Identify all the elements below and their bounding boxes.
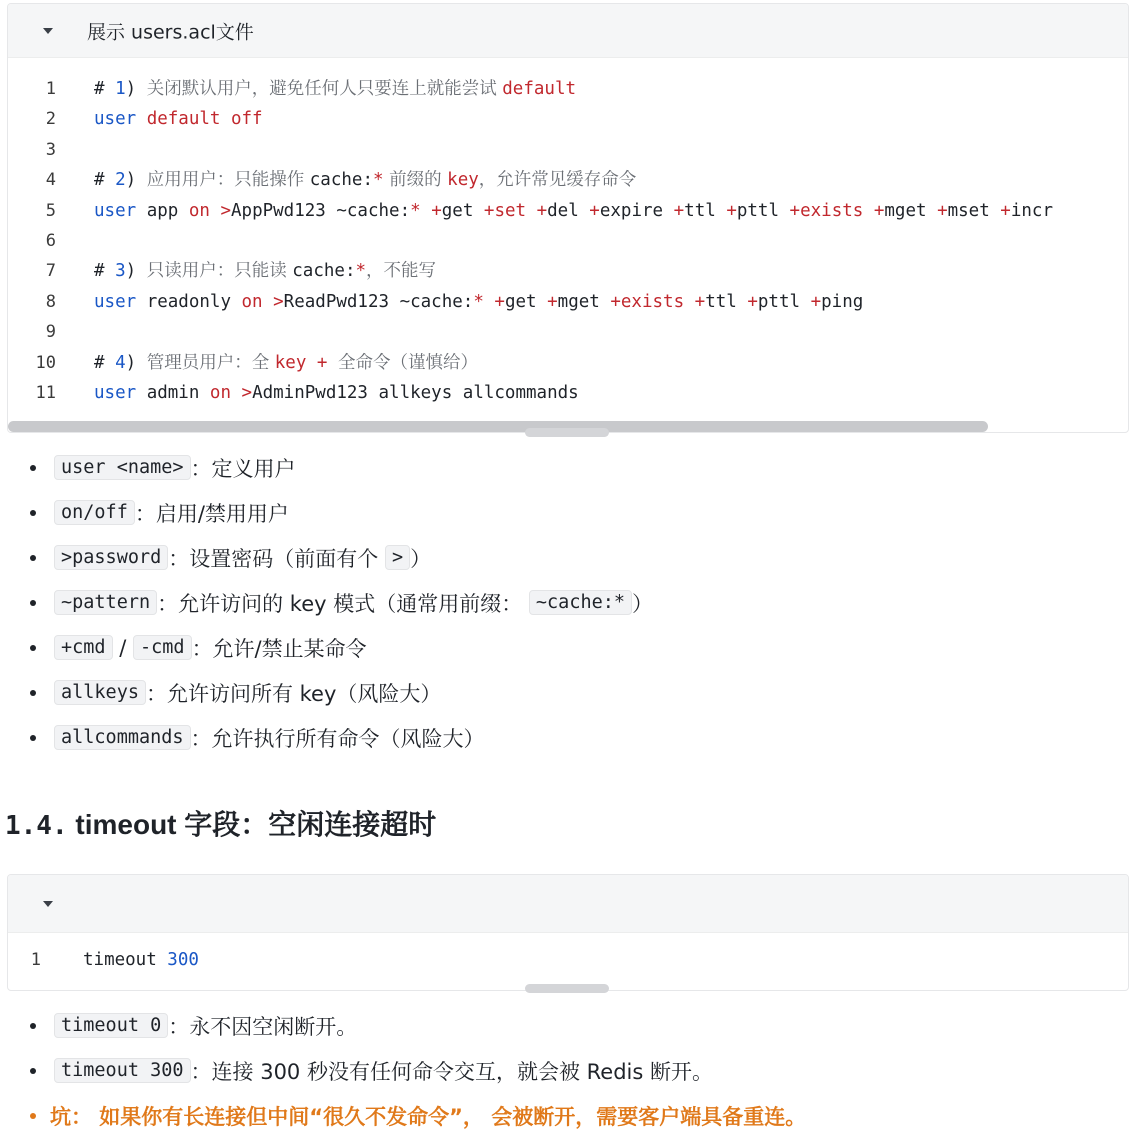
code-token: +: [747, 291, 758, 312]
code-token: *: [410, 200, 421, 221]
warning-item: [0, 1093, 1134, 1138]
list-item: [0, 625, 1134, 670]
code-token: AppPwd123 ~cache:: [231, 200, 411, 221]
code-token: ，允许常见缓存命令: [478, 170, 637, 191]
code-token: AdminPwd123 allkeys allcommands: [252, 382, 579, 403]
line-number: 2: [45, 109, 56, 130]
code-token: +: [726, 200, 737, 221]
line-content: [94, 196, 1053, 226]
code-token: >: [273, 291, 284, 312]
line-number: 7: [45, 261, 56, 282]
inline-code: ~pattern: [54, 590, 157, 615]
code-token: 4: [115, 352, 126, 373]
resize-handle[interactable]: [525, 984, 609, 993]
code-line: [8, 135, 1128, 165]
line-content: [94, 165, 636, 195]
code-token: >: [220, 200, 231, 221]
resize-handle[interactable]: [525, 428, 609, 437]
inline-code: +cmd: [54, 635, 113, 660]
line-number: 5: [45, 200, 56, 221]
line-number: 6: [45, 230, 56, 251]
code-token: +: [547, 291, 558, 312]
inline-code: >: [385, 545, 410, 570]
inline-code: allcommands: [54, 725, 191, 750]
list-item: [0, 580, 1134, 625]
line-number: 11: [35, 382, 56, 403]
code-token: +: [494, 291, 505, 312]
code-token: ，不能写: [366, 261, 437, 282]
list-item-body: [54, 453, 296, 483]
code-token: >: [241, 382, 253, 403]
code-token: [421, 201, 432, 221]
inline-code: on/off: [54, 500, 135, 525]
code-token: mset: [947, 200, 1001, 221]
code-token: +: [937, 200, 948, 221]
code-token: key: [447, 170, 479, 191]
code-token: cache:: [309, 170, 373, 191]
code-token: app: [146, 200, 189, 221]
inline-code: user <name>: [54, 455, 191, 480]
code-line: [8, 287, 1128, 317]
code-token: +: [1000, 200, 1011, 221]
code-token: admin: [146, 382, 210, 403]
code-line: [8, 196, 1128, 226]
code-token: 1: [115, 79, 126, 99]
list-item-text: ：启用/禁用用户: [134, 501, 289, 526]
code-line: [8, 317, 1128, 347]
horizontal-scrollbar[interactable]: [8, 421, 988, 432]
code-line: [8, 74, 1128, 104]
code-token: #: [94, 79, 116, 99]
code-token: ttl: [684, 200, 727, 221]
warning-text: 坑： 如果你有长连接但中间“很久不发命令”， 会被断开，需要客户端具备重连。: [50, 1104, 807, 1129]
code-token: on: [241, 291, 274, 312]
code-line: [8, 165, 1128, 195]
line-content: [94, 378, 579, 408]
inline-code: >password: [54, 545, 168, 570]
line-content: [94, 256, 436, 286]
code-token: expire: [599, 200, 674, 221]
code-token: 300: [167, 950, 199, 970]
code-token: +: [673, 200, 685, 221]
code-token: 只读用户：只能读: [146, 261, 293, 282]
code-line: [8, 226, 1128, 256]
code-token: ReadPwd123 ~cache:: [283, 291, 474, 312]
list-item-body: [54, 498, 289, 528]
code-token: ): [125, 261, 147, 282]
code-token: +exists +: [610, 291, 706, 312]
code-token: ): [125, 79, 147, 99]
list-item-text: ：允许访问的 key 模式（通常用前缀：: [157, 591, 529, 616]
code-token: 关闭默认用户，避免任何人只要连上就能尝试: [146, 79, 503, 99]
list-item-text: ：设置密码（前面有个: [168, 546, 385, 571]
section-title: timeout 字段：空闲连接超时: [67, 809, 437, 840]
bullet-dot: [30, 1023, 36, 1029]
code-token: key +: [274, 352, 338, 373]
code-line: [8, 104, 1128, 134]
list-item-body: [54, 723, 485, 753]
code-block-title: 展示 users.acl文件: [87, 21, 254, 43]
line-content: [94, 287, 863, 317]
code-token: user: [94, 109, 147, 130]
list-item-text: ：允许执行所有命令（风险大）: [190, 726, 485, 751]
line-number: 10: [35, 352, 56, 373]
list-item-body: [54, 1011, 357, 1041]
line-number: 1: [30, 950, 41, 970]
code-block-header[interactable]: [8, 875, 1128, 933]
code-token: #: [94, 170, 116, 191]
code-token: ping: [821, 291, 864, 312]
code-token: get: [504, 291, 548, 312]
code-token: +: [431, 200, 442, 221]
list-item: [0, 490, 1134, 535]
list-item-body: [54, 588, 653, 618]
code-token: mget: [557, 291, 611, 312]
line-number: 9: [45, 322, 56, 343]
line-content: [94, 74, 576, 104]
code-token: *: [372, 170, 384, 191]
list-item-text: ：允许访问所有 key（风险大）: [145, 681, 442, 706]
code-token: incr: [1010, 200, 1053, 221]
timeout-notes-list: [0, 1003, 1134, 1093]
code-token: cache:: [292, 261, 356, 282]
code-token: +: [810, 291, 822, 312]
code-token: default: [502, 79, 577, 99]
list-item-body: [54, 1056, 713, 1086]
code-lines: [8, 58, 1128, 408]
list-item: [0, 715, 1134, 760]
bullet-dot: [30, 600, 36, 606]
bullet-dot: [30, 555, 36, 561]
list-item-text: ：定义用户: [190, 456, 296, 481]
list-item-text: ：连接 300 秒没有任何命令交互，就会被 Redis 断开。: [190, 1059, 713, 1084]
list-item-text: /: [112, 635, 133, 660]
code-token: *: [473, 291, 484, 312]
code-token: get: [441, 200, 484, 221]
list-item-body: [54, 678, 441, 708]
section-number: 1.4.: [5, 811, 68, 841]
line-number: 3: [45, 139, 56, 160]
code-token: user: [94, 200, 147, 221]
collapse-caret-icon[interactable]: [43, 901, 53, 907]
code-token: 前缀的: [383, 170, 448, 191]
inline-code: allkeys: [54, 680, 146, 705]
code-token: +: [589, 200, 600, 221]
list-item-text: ）: [410, 546, 432, 571]
code-token: 应用用户：只能操作: [146, 170, 310, 191]
list-item: [0, 1003, 1134, 1048]
code-token: *: [355, 261, 367, 282]
collapse-caret-icon[interactable]: [43, 28, 53, 34]
list-item-body: [54, 543, 431, 573]
inline-code: ~cache:*: [529, 590, 632, 615]
code-token: mget: [884, 200, 938, 221]
code-line: [8, 256, 1128, 286]
acl-notes-list: [0, 445, 1134, 760]
code-token: ttl: [705, 291, 748, 312]
line-number: 4: [45, 170, 56, 191]
code-token: 2: [115, 170, 126, 191]
inline-code: -cmd: [133, 635, 192, 660]
bullet-dot: [30, 510, 36, 516]
code-token: 3: [115, 261, 126, 282]
inline-code: timeout 0: [54, 1013, 168, 1038]
code-token: default off: [146, 109, 263, 130]
timeout-code-block: [7, 874, 1129, 991]
list-item: [0, 535, 1134, 580]
list-item: [0, 1048, 1134, 1093]
line-content: [94, 104, 263, 134]
code-token: pttl: [757, 291, 811, 312]
code-token: del: [547, 200, 590, 221]
bullet-dot: [30, 645, 36, 651]
code-token: on: [188, 200, 221, 221]
code-token: timeout: [83, 950, 168, 970]
code-token: readonly: [146, 291, 242, 312]
code-token: 全命令（谨慎给）: [337, 352, 478, 373]
code-line: [8, 348, 1128, 378]
code-token: +exists +: [789, 200, 885, 221]
code-token: user: [94, 291, 147, 312]
code-token: ): [125, 170, 147, 191]
line-number: 1: [45, 79, 56, 99]
list-item: [0, 670, 1134, 715]
code-token: [484, 292, 495, 312]
code-token: ): [125, 352, 147, 373]
list-item-text: ：永不因空闲断开。: [168, 1014, 358, 1039]
list-item: [0, 445, 1134, 490]
code-line: [8, 378, 1128, 408]
bullet-dot: [30, 1068, 36, 1074]
bullet-dot: [30, 1113, 36, 1119]
code-token: #: [94, 261, 116, 282]
code-token: +set +: [483, 200, 548, 221]
acl-code-block: [7, 3, 1129, 433]
list-item-text: ：允许/禁止某命令: [191, 636, 367, 661]
list-item-text: ）: [632, 591, 654, 616]
line-content: [94, 348, 478, 378]
bullet-dot: [30, 735, 36, 741]
bullet-dot: [30, 690, 36, 696]
code-block-header[interactable]: [8, 4, 1128, 58]
section-heading: [5, 803, 436, 843]
line-number: 8: [45, 291, 56, 312]
code-token: #: [94, 352, 116, 373]
code-token: pttl: [736, 200, 790, 221]
inline-code: timeout 300: [54, 1058, 191, 1083]
warning-list: [0, 1093, 1134, 1138]
code-token: on: [209, 382, 242, 403]
code-token: 管理员用户：全: [146, 352, 275, 373]
code-line: [8, 945, 1128, 975]
bullet-dot: [30, 465, 36, 471]
code-token: user: [94, 382, 147, 403]
line-content: [83, 945, 199, 975]
code-lines: [8, 933, 1128, 975]
list-item-body: [54, 633, 367, 663]
